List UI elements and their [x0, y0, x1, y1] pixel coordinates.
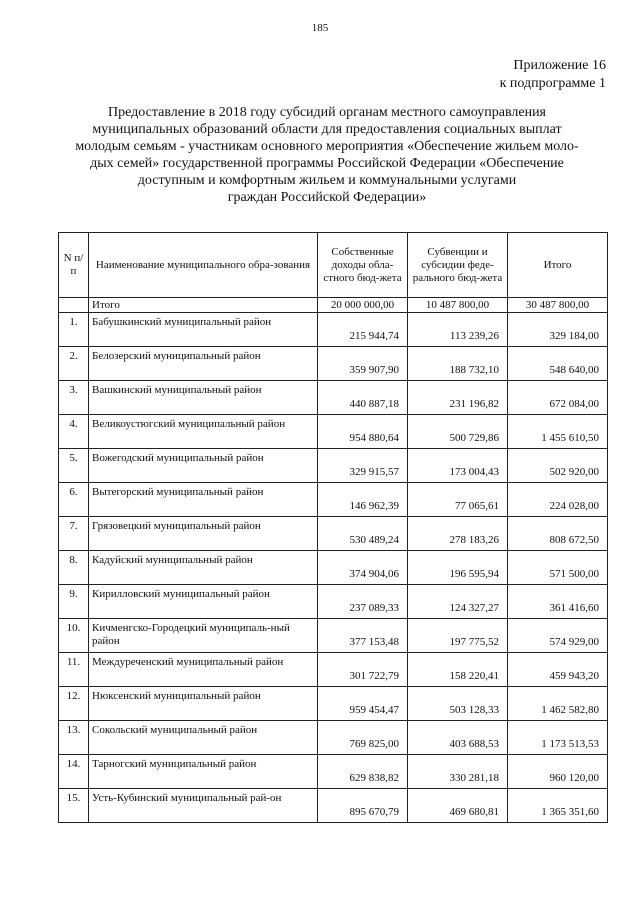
- row-municipality-name: Вашкинский муниципальный район: [89, 381, 318, 415]
- row-num: 1.: [59, 313, 89, 347]
- total-num: [59, 298, 89, 313]
- row-municipality-name: Сокольский муниципальный район: [89, 721, 318, 755]
- table-row: [59, 517, 608, 551]
- row-num: 10.: [59, 619, 89, 653]
- row-total: 1 173 513,53: [508, 721, 608, 755]
- row-own-revenue: 215 944,74: [318, 313, 408, 347]
- row-own-revenue: 329 915,57: [318, 449, 408, 483]
- row-municipality-name: Кичменгско-Городецкий муниципаль-ный район: [89, 619, 318, 653]
- total-sum: 30 487 800,00: [508, 298, 608, 313]
- row-total: 459 943,20: [508, 653, 608, 687]
- row-federal-subsidy: 196 595,94: [408, 551, 508, 585]
- row-municipality-name: Великоустюгский муниципальный район: [89, 415, 318, 449]
- row-municipality-name: Кирилловский муниципальный район: [89, 585, 318, 619]
- row-total: 960 120,00: [508, 755, 608, 789]
- row-own-revenue: 954 880,64: [318, 415, 408, 449]
- table-row: [59, 721, 608, 755]
- total-label: Итого: [89, 298, 318, 313]
- row-num: 14.: [59, 755, 89, 789]
- total-federal: 10 487 800,00: [408, 298, 508, 313]
- table-row: [59, 381, 608, 415]
- row-federal-subsidy: 403 688,53: [408, 721, 508, 755]
- header-name: Наименование муниципального обра-зования: [89, 233, 318, 298]
- row-municipality-name: Кадуйский муниципальный район: [89, 551, 318, 585]
- row-num: 5.: [59, 449, 89, 483]
- row-federal-subsidy: 278 183,26: [408, 517, 508, 551]
- row-federal-subsidy: 469 680,81: [408, 789, 508, 823]
- table-row: [59, 449, 608, 483]
- row-municipality-name: Усть-Кубинский муниципальный рай-он: [89, 789, 318, 823]
- table-row: [59, 551, 608, 585]
- row-own-revenue: 374 904,06: [318, 551, 408, 585]
- row-own-revenue: 959 454,47: [318, 687, 408, 721]
- row-num: 4.: [59, 415, 89, 449]
- row-municipality-name: Вытегорский муниципальный район: [89, 483, 318, 517]
- row-federal-subsidy: 124 327,27: [408, 585, 508, 619]
- row-municipality-name: Тарногский муниципальный район: [89, 755, 318, 789]
- row-num: 15.: [59, 789, 89, 823]
- row-total: 571 500,00: [508, 551, 608, 585]
- row-total: 329 184,00: [508, 313, 608, 347]
- row-own-revenue: 530 489,24: [318, 517, 408, 551]
- title-line-1: Предоставление в 2018 году субсидий органам местного самоуправления: [108, 105, 546, 120]
- row-total: 1 365 351,60: [508, 789, 608, 823]
- row-federal-subsidy: 158 220,41: [408, 653, 508, 687]
- row-own-revenue: 629 838,82: [318, 755, 408, 789]
- row-federal-subsidy: 197 775,52: [408, 619, 508, 653]
- row-municipality-name: Грязовецкий муниципальный район: [89, 517, 318, 551]
- table-row: [59, 687, 608, 721]
- row-total: 1 455 610,50: [508, 415, 608, 449]
- row-municipality-name: Междуреченский муниципальный район: [89, 653, 318, 687]
- row-total: 808 672,50: [508, 517, 608, 551]
- table-row: [59, 653, 608, 687]
- row-total: 1 462 582,80: [508, 687, 608, 721]
- row-federal-subsidy: 231 196,82: [408, 381, 508, 415]
- row-num: 11.: [59, 653, 89, 687]
- row-total: 574 929,00: [508, 619, 608, 653]
- row-total: 224 028,00: [508, 483, 608, 517]
- row-federal-subsidy: 77 065,61: [408, 483, 508, 517]
- row-total: 502 920,00: [508, 449, 608, 483]
- row-federal-subsidy: 330 281,18: [408, 755, 508, 789]
- title-line-5: доступным и комфортным жильем и коммунальными услугами: [137, 173, 517, 188]
- row-own-revenue: 895 670,79: [318, 789, 408, 823]
- row-municipality-name: Бабушкинский муниципальный район: [89, 313, 318, 347]
- row-num: 9.: [59, 585, 89, 619]
- title-line-3: молодым семьям - участникам основного мероприятия «Обеспечение жильем моло-: [75, 139, 579, 154]
- table-row: [59, 619, 608, 653]
- row-num: 6.: [59, 483, 89, 517]
- table-row: [59, 347, 608, 381]
- table-body: [59, 298, 608, 823]
- row-federal-subsidy: 188 732,10: [408, 347, 508, 381]
- table-row: [59, 789, 608, 823]
- page-number: 185: [311, 22, 329, 34]
- row-total: 361 416,60: [508, 585, 608, 619]
- row-own-revenue: 377 153,48: [318, 619, 408, 653]
- row-own-revenue: 237 089,33: [318, 585, 408, 619]
- title-line-6: граждан Российской Федерации»: [227, 190, 427, 205]
- appendix-label: [500, 57, 606, 93]
- title-line-4: дых семей» государственной программы Российской Федерации «Обеспечение: [90, 156, 564, 171]
- appendix-line-1: Приложение 16: [513, 58, 606, 73]
- row-num: 12.: [59, 687, 89, 721]
- subsidy-table: [58, 232, 608, 823]
- row-num: 8.: [59, 551, 89, 585]
- row-federal-subsidy: 173 004,43: [408, 449, 508, 483]
- header-federal-subsidy: Субвенции и субсидии феде-рального бюд-жета: [408, 233, 508, 298]
- row-total: 548 640,00: [508, 347, 608, 381]
- row-municipality-name: Нюксенский муниципальный район: [89, 687, 318, 721]
- row-federal-subsidy: 503 128,33: [408, 687, 508, 721]
- row-municipality-name: Белозерский муниципальный район: [89, 347, 318, 381]
- row-num: 2.: [59, 347, 89, 381]
- row-num: 7.: [59, 517, 89, 551]
- row-own-revenue: 146 962,39: [318, 483, 408, 517]
- row-federal-subsidy: 500 729,86: [408, 415, 508, 449]
- total-row: [59, 298, 608, 313]
- header-own-revenue: Собственные доходы обла-стного бюд-жета: [318, 233, 408, 298]
- document-title: [60, 104, 594, 206]
- table-row: [59, 483, 608, 517]
- row-num: 13.: [59, 721, 89, 755]
- row-total: 672 084,00: [508, 381, 608, 415]
- table-header: [59, 233, 608, 298]
- row-municipality-name: Вожегодский муниципальный район: [89, 449, 318, 483]
- row-federal-subsidy: 113 239,26: [408, 313, 508, 347]
- table-row: [59, 313, 608, 347]
- title-line-2: муниципальных образований области для предоставления социальных выплат: [92, 122, 562, 137]
- header-total: Итого: [508, 233, 608, 298]
- table-row: [59, 585, 608, 619]
- appendix-line-2: к подпрограмме 1: [499, 76, 606, 91]
- row-own-revenue: 301 722,79: [318, 653, 408, 687]
- header-num: N п/п: [59, 233, 89, 298]
- table-row: [59, 755, 608, 789]
- table-row: [59, 415, 608, 449]
- row-own-revenue: 769 825,00: [318, 721, 408, 755]
- row-own-revenue: 359 907,90: [318, 347, 408, 381]
- total-own: 20 000 000,00: [318, 298, 408, 313]
- row-num: 3.: [59, 381, 89, 415]
- row-own-revenue: 440 887,18: [318, 381, 408, 415]
